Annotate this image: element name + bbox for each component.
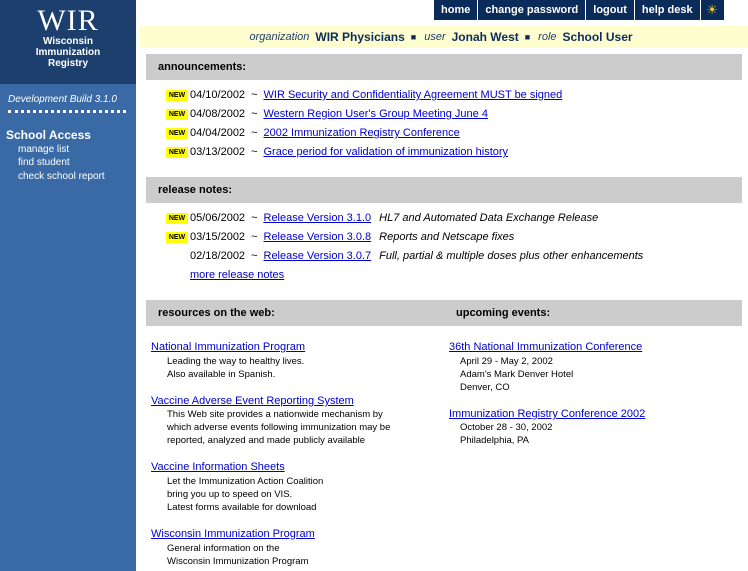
new-badge-icon: NEW [166, 147, 188, 158]
resource-link[interactable]: Vaccine Adverse Event Reporting System [151, 395, 354, 407]
resources-header: resources on the web: [158, 307, 275, 319]
event-link[interactable]: Immunization Registry Conference 2002 [449, 408, 646, 420]
resource-line: Wisconsin Immunization Program [167, 556, 309, 567]
resource-description [167, 408, 390, 447]
event-description [460, 355, 573, 394]
resource-line: Latest forms available for download [167, 502, 317, 513]
release-description: Full, partial & multiple doses plus other enhancements [379, 250, 644, 262]
event-description [460, 421, 552, 447]
resource-description [167, 355, 304, 381]
release-row [166, 230, 514, 244]
resource-line: Leading the way to healthy lives. [167, 356, 305, 367]
announcement-link[interactable]: 2002 Immunization Registry Conference [263, 127, 460, 139]
nav-home-button[interactable]: home [441, 4, 471, 16]
events-header: upcoming events: [456, 307, 551, 319]
nav-change-password-button[interactable]: change password [477, 0, 585, 20]
tilde-separator: ~ [251, 146, 258, 158]
tilde-separator: ~ [251, 250, 258, 262]
resource-description [167, 475, 323, 514]
release-link[interactable]: Release Version 3.1.0 [263, 212, 372, 224]
announcement-link[interactable]: Western Region User's Group Meeting June 4 [263, 108, 488, 120]
release-date: 03/15/2002 [190, 231, 246, 243]
event-line: Philadelphia, PA [460, 435, 530, 446]
announcement-date: 04/10/2002 [190, 89, 246, 101]
announcement-date: 04/04/2002 [190, 127, 246, 139]
user-info-bar [140, 26, 748, 48]
event-line: Adam's Mark Denver Hotel [460, 369, 574, 380]
role-label: role [538, 31, 557, 43]
release-description: HL7 and Automated Data Exchange Release [379, 212, 599, 224]
resources-events-header-bar [146, 300, 742, 326]
lightbulb-icon[interactable]: ☀ [700, 0, 724, 20]
logo-line-2: Immunization [35, 47, 101, 58]
sidebar-divider [8, 110, 126, 113]
new-badge-icon: NEW [166, 90, 188, 101]
resource-description [167, 542, 309, 568]
role-value: School User [562, 30, 633, 44]
event-line: April 29 - May 2, 2002 [460, 356, 553, 367]
sidebar-link-find-student[interactable]: find student [18, 157, 70, 168]
resource-line: Also available in Spanish. [167, 369, 276, 380]
nav-logout-button[interactable]: logout [585, 0, 634, 20]
announcement-row [166, 126, 460, 140]
announcement-link[interactable]: WIR Security and Confidentiality Agreement MUST be signed [263, 89, 563, 101]
sidebar [0, 0, 136, 571]
resource-line: Let the Immunization Action Coalition [167, 476, 324, 487]
tilde-separator: ~ [251, 108, 258, 120]
release-description: Reports and Netscape fixes [379, 231, 515, 243]
logo-title: WIR [37, 4, 99, 37]
resource-line: reported, analyzed and made publicly available [167, 435, 366, 446]
more-release-notes-link[interactable]: more release notes [190, 269, 285, 281]
wir-logo[interactable] [0, 0, 136, 84]
announcement-date: 04/08/2002 [190, 108, 246, 120]
release-date: 02/18/2002 [190, 250, 246, 262]
release-row [166, 211, 598, 225]
release-row [166, 249, 643, 263]
org-label: organization [249, 31, 310, 43]
resource-link[interactable]: National Immunization Program [151, 341, 306, 353]
tilde-separator: ~ [251, 127, 258, 139]
sidebar-link-manage-list[interactable]: manage list [18, 144, 70, 155]
tilde-separator: ~ [251, 212, 258, 224]
announcements-header: announcements: [146, 54, 742, 80]
event-link[interactable]: 36th National Immunization Conference [449, 341, 643, 353]
top-navigation [434, 0, 724, 20]
release-link[interactable]: Release Version 3.0.7 [263, 250, 372, 262]
tilde-separator: ~ [251, 89, 258, 101]
release-notes-header: release notes: [146, 177, 742, 203]
separator-icon: ■ [410, 32, 417, 42]
announcement-link[interactable]: Grace period for validation of immunization history [263, 146, 509, 158]
resource-line: which adverse events following immunization may be [167, 422, 391, 433]
sidebar-section-title: School Access [6, 128, 91, 142]
resource-line: This Web site provides a nationwide mechanism by [167, 409, 383, 420]
nav-help-desk-button[interactable]: help desk [634, 0, 700, 20]
release-link[interactable]: Release Version 3.0.8 [263, 231, 372, 243]
new-badge-icon: NEW [166, 109, 188, 120]
new-badge-icon: NEW [166, 128, 188, 139]
release-date: 05/06/2002 [190, 212, 246, 224]
resource-link[interactable]: Wisconsin Immunization Program [151, 528, 315, 540]
event-line: Denver, CO [460, 382, 510, 393]
new-badge-icon: NEW [166, 232, 188, 243]
build-version: Development Build 3.1.0 [8, 94, 117, 105]
announcement-date: 03/13/2002 [190, 146, 246, 158]
org-value: WIR Physicians [315, 30, 405, 44]
user-value: Jonah West [451, 30, 519, 44]
announcement-row [166, 145, 508, 159]
announcement-row [166, 107, 488, 121]
new-badge-icon: NEW [166, 213, 188, 224]
sidebar-link-check-school-report[interactable]: check school report [18, 171, 105, 182]
user-label: user [424, 31, 446, 43]
resource-link[interactable]: Vaccine Information Sheets [151, 461, 285, 473]
event-line: October 28 - 30, 2002 [460, 422, 553, 433]
resource-line: bring you up to speed on VIS. [167, 489, 293, 500]
logo-line-3: Registry [47, 58, 88, 69]
logo-line-1: Wisconsin [43, 36, 93, 47]
tilde-separator: ~ [251, 231, 258, 243]
announcement-row [166, 88, 562, 102]
resource-line: General information on the [167, 543, 280, 554]
more-release-notes-row [190, 268, 284, 282]
separator-icon: ■ [524, 32, 531, 42]
